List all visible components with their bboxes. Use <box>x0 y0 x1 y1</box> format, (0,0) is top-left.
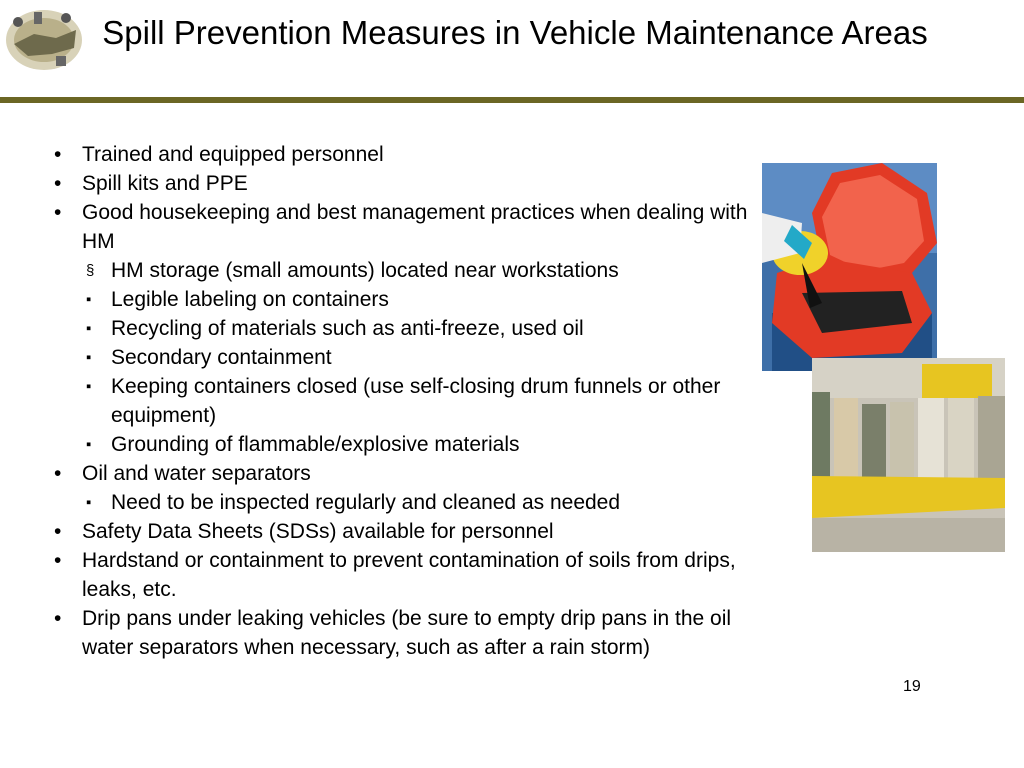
bullet-text: Hardstand or containment to prevent contamination of soils from drips, leaks, etc. <box>82 549 736 601</box>
bullet-item <box>50 140 765 169</box>
bullet-text: Grounding of flammable/explosive materials <box>111 433 520 456</box>
bullet-marker: • <box>54 549 62 572</box>
bullet-text: HM storage (small amounts) located near workstations <box>111 259 619 282</box>
bullet-text: Safety Data Sheets (SDSs) available for personnel <box>82 520 554 543</box>
bullet-marker: ▪ <box>86 349 92 366</box>
bullet-marker: ▪ <box>86 291 92 308</box>
bullet-item <box>50 604 765 662</box>
bullet-text: Legible labeling on containers <box>111 288 389 311</box>
bullet-marker: ▪ <box>86 494 92 511</box>
bullet-marker: § <box>86 262 95 279</box>
bullet-item <box>50 517 765 546</box>
bullet-marker: • <box>54 201 62 224</box>
bullet-item <box>50 459 765 488</box>
bullet-marker: • <box>54 143 62 166</box>
bullet-text: Recycling of materials such as anti-freeze, used oil <box>111 317 584 340</box>
containment-drums-photo <box>812 358 1005 552</box>
bullet-item <box>50 430 765 459</box>
bullet-item <box>50 343 765 372</box>
slide-title: Spill Prevention Measures in Vehicle Maintenance Areas <box>102 14 928 51</box>
bullet-text: Trained and equipped personnel <box>82 143 384 166</box>
bullet-text: Good housekeeping and best management practices when dealing with HM <box>82 201 748 253</box>
drum-funnel-photo <box>762 163 937 371</box>
bullet-item <box>50 169 765 198</box>
bullet-item <box>50 372 765 430</box>
bullet-text: Need to be inspected regularly and cleaned as needed <box>111 491 621 514</box>
bullet-item <box>50 546 765 604</box>
bullet-marker: • <box>54 607 62 630</box>
title-divider <box>0 97 1024 103</box>
bullet-text: Oil and water separators <box>82 462 311 485</box>
bullet-marker: • <box>54 462 62 485</box>
bullet-marker: ▪ <box>86 320 92 337</box>
bullet-item <box>50 198 765 256</box>
page-number: 19 <box>903 678 921 695</box>
bullet-marker: • <box>54 172 62 195</box>
bullet-item <box>50 488 765 517</box>
bullet-item <box>50 314 765 343</box>
bullet-marker: ▪ <box>86 378 92 395</box>
bullet-item <box>50 256 765 285</box>
bullet-text: Secondary containment <box>111 346 332 369</box>
bullet-marker: • <box>54 520 62 543</box>
bullet-text: Drip pans under leaking vehicles (be sure to empty drip pans in the oil water separators when necessary, such as after a rain storm) <box>82 607 732 659</box>
bullet-marker: ▪ <box>86 436 92 453</box>
bullet-list <box>50 140 765 662</box>
bullet-item <box>50 285 765 314</box>
bullet-text: Keeping containers closed (use self-closing drum funnels or other equipment) <box>111 375 721 427</box>
bullet-text: Spill kits and PPE <box>82 172 248 195</box>
